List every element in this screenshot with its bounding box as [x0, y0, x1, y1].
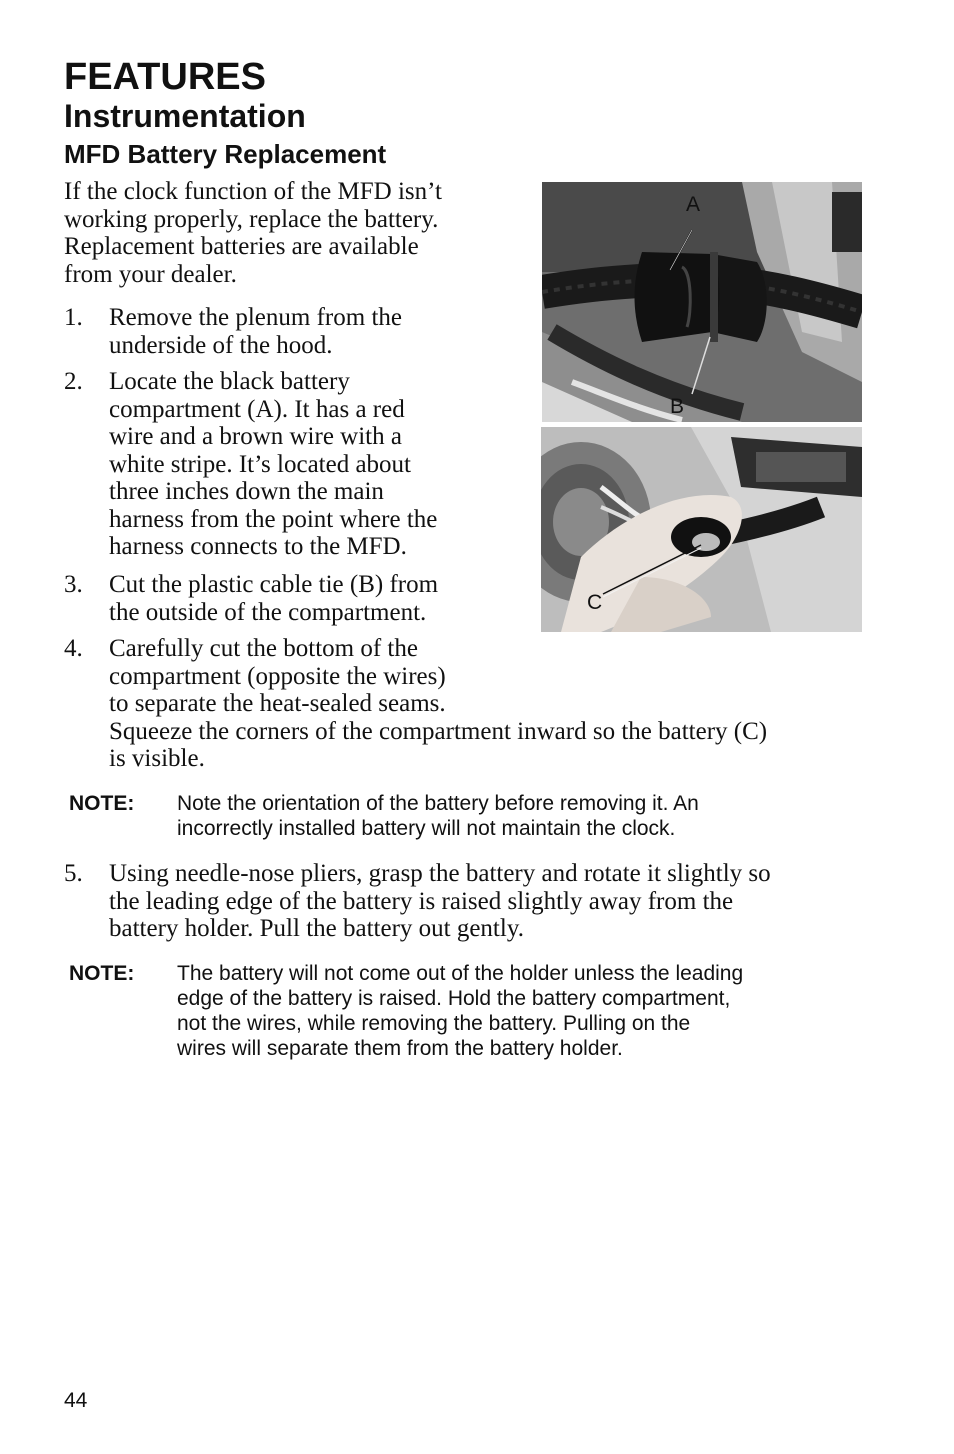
battery-compartment-photo	[542, 182, 862, 422]
topic-title: MFD Battery Replacement	[64, 139, 387, 169]
note-line: not the wires, while removing the battery. Pulling on the	[177, 1012, 691, 1035]
step-number: 4.	[64, 635, 83, 662]
step-line: battery holder. Pull the battery out gently.	[109, 915, 524, 942]
step-line: the outside of the compartment.	[109, 598, 427, 626]
step-line: is visible.	[109, 745, 205, 772]
step-line: Carefully cut the bottom of the	[109, 635, 418, 662]
section-title: FEATURES	[64, 56, 266, 98]
step-line: Squeeze the corners of the compartment inward so the battery (C)	[109, 717, 768, 745]
step-line: harness from the point where the	[109, 505, 438, 533]
note-line: Note the orientation of the battery before removing it. An	[177, 792, 699, 815]
intro-line: If the clock function of the MFD isn’t	[64, 178, 442, 205]
subsection-title: Instrumentation	[64, 98, 306, 134]
step-line: wire and a brown wire with a	[109, 423, 402, 450]
step-line: underside of the hood.	[109, 331, 333, 359]
intro-paragraph	[64, 178, 504, 288]
note-line: edge of the battery is raised. Hold the battery compartment,	[177, 987, 731, 1010]
note-line: wires will separate them from the battery holder.	[177, 1037, 623, 1060]
step-line: Locate the black battery	[109, 368, 350, 395]
step-line: compartment (A). It has a red	[109, 395, 405, 423]
intro-line: from your dealer.	[64, 260, 237, 288]
step-number: 3.	[64, 571, 83, 598]
callout-label-c: C	[587, 591, 603, 614]
step-number: 5.	[64, 860, 83, 887]
battery-compartment-photo-image	[542, 182, 862, 422]
note-label: NOTE:	[69, 792, 135, 815]
page-number: 44	[64, 1389, 88, 1412]
callout-label-a: A	[686, 193, 701, 216]
step-line: harness connects to the MFD.	[109, 533, 407, 560]
step-number: 1.	[64, 304, 83, 331]
note-label: NOTE:	[69, 962, 135, 985]
intro-line: working properly, replace the battery.	[64, 205, 439, 233]
step-line: Cut the plastic cable tie (B) from	[109, 571, 439, 598]
step-line: Remove the plenum from the	[109, 304, 402, 331]
step-line: white stripe. It’s located about	[109, 450, 412, 478]
callout-label-b: B	[670, 395, 685, 418]
step-number: 2.	[64, 368, 83, 395]
note-line: The battery will not come out of the holder unless the leading	[177, 962, 744, 985]
step-line: to separate the heat-sealed seams.	[109, 690, 446, 717]
step-line: three inches down the main	[109, 478, 384, 505]
step-line: Using needle-nose pliers, grasp the battery and rotate it slightly so	[109, 860, 771, 887]
intro-line: Replacement batteries are available	[64, 233, 419, 260]
step-line: compartment (opposite the wires)	[109, 662, 446, 690]
step-line: the leading edge of the battery is raised slightly away from the	[109, 887, 734, 915]
note-line: incorrectly installed battery will not maintain the clock.	[177, 817, 676, 840]
